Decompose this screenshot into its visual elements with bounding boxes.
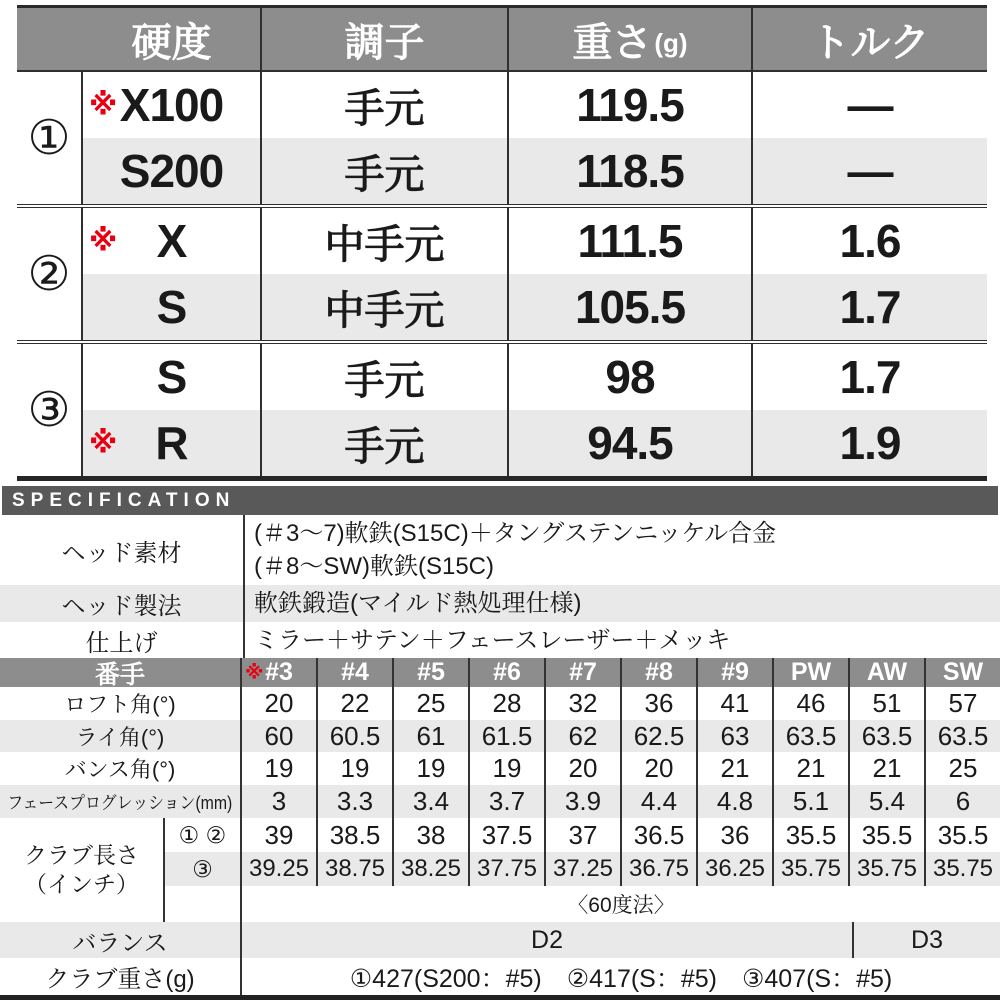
flex-cell: 手元 — [260, 72, 507, 138]
shaft-header-hardness — [83, 8, 260, 70]
club-number-header-cell: AW — [848, 658, 924, 687]
club-number-header-cell: #9 — [696, 658, 772, 687]
club-number-header-cell: #5 — [392, 658, 468, 687]
head-material-line2: (＃8～SW)軟鉄(S15C) — [254, 553, 495, 580]
face-progression-label: フェースプログレッション(mm) — [7, 792, 233, 813]
hardness-value: S — [156, 281, 187, 333]
torque-cell: 1.7 — [751, 274, 987, 340]
bounce-angle-value: 21 — [696, 752, 772, 785]
group-2-number: ② — [17, 208, 83, 340]
lie-angle-value: 60 — [240, 720, 316, 752]
balance-row — [0, 922, 1000, 958]
head-material-row — [0, 515, 1000, 585]
face-progression-value: 4.4 — [620, 785, 696, 818]
weight-cell: 119.5 — [507, 72, 751, 138]
loft-angle-value: 22 — [316, 687, 392, 720]
club-number-header-cell: #7 — [544, 658, 620, 687]
weight-cell: 118.5 — [507, 138, 751, 204]
lie-angle-value: 63 — [696, 720, 772, 752]
lie-angle-value: 61 — [392, 720, 468, 752]
club-length-value: 38.75 — [316, 852, 392, 886]
face-progression-value: 5.1 — [772, 785, 848, 818]
club-length-value: 37.25 — [544, 852, 620, 886]
asterisk-mark: ※ — [89, 427, 118, 460]
club-length-values-3 — [240, 852, 1000, 886]
hardness-cell — [83, 138, 260, 204]
lie-angle-value: 63.5 — [772, 720, 848, 752]
sixty-degree-note: 〈60度法〉 — [240, 886, 1000, 922]
loft-angle-row — [0, 687, 1000, 720]
torque-cell: 1.6 — [751, 208, 987, 274]
weight-cell: 111.5 — [507, 208, 751, 274]
face-progression-value: 3 — [240, 785, 316, 818]
bounce-angle-value: 25 — [924, 752, 1000, 785]
flex-cell: 中手元 — [260, 208, 507, 274]
hardness-cell — [83, 344, 260, 410]
bounce-angle-label: バンス角(°) — [64, 757, 176, 782]
group-3-number: ③ — [17, 344, 83, 476]
face-progression-value: 3.7 — [468, 785, 544, 818]
hardness-value: S — [156, 351, 187, 403]
club-length-row-1-2 — [165, 818, 1000, 852]
shaft-spec-table — [17, 5, 987, 481]
club-length-value: 36 — [696, 818, 772, 852]
club-number-header-label: 番手 — [94, 660, 145, 689]
hardness-value: S200 — [119, 145, 224, 197]
club-number-header-cell: #3 — [240, 658, 316, 687]
shaft-group-2 — [17, 204, 987, 340]
loft-angle-label: ロフト角(°) — [64, 692, 176, 717]
asterisk-mark: ※ — [245, 662, 264, 683]
club-length-value: 35.5 — [924, 818, 1000, 852]
club-length-value: 36.75 — [620, 852, 696, 886]
loft-angle-value: 46 — [772, 687, 848, 720]
club-number-header-cell: PW — [772, 658, 848, 687]
balance-d2-value: D2 — [240, 922, 852, 958]
face-progression-value: 5.4 — [848, 785, 924, 818]
hardness-cell — [83, 72, 260, 138]
club-length-block — [0, 818, 1000, 922]
torque-header-label: トルク — [810, 20, 930, 65]
shaft-group-1 — [17, 72, 987, 204]
bounce-angle-value: 19 — [240, 752, 316, 785]
specification-title-bar — [2, 486, 998, 515]
bounce-angle-value: 19 — [392, 752, 468, 785]
hardness-cell — [83, 274, 260, 340]
club-length-value: 39.25 — [240, 852, 316, 886]
group-1-number: ① — [17, 72, 83, 204]
club-length-value: 38.25 — [392, 852, 468, 886]
club-length-label-line2: （インチ） — [24, 871, 139, 897]
face-progression-value: 6 — [924, 785, 1000, 818]
torque-cell: — — [751, 72, 987, 138]
bounce-angle-value: 19 — [468, 752, 544, 785]
club-length-value: 37.75 — [468, 852, 544, 886]
lie-angle-label: ライ角(°) — [75, 724, 165, 750]
club-weight-value: ①427(S200：#5) ②417(S：#5) ③407(S：#5) — [240, 958, 1000, 995]
club-number-header-row — [0, 658, 1000, 687]
note-spacer — [165, 886, 240, 922]
face-progression-value: 3.4 — [392, 785, 468, 818]
finish-value: ミラー＋サテン＋フェースレーザー＋メッキ — [243, 622, 1000, 658]
lie-angle-value: 60.5 — [316, 720, 392, 752]
hardness-value: X — [156, 215, 187, 267]
balance-label: バランス — [72, 929, 168, 957]
balance-d3-value: D3 — [852, 922, 1000, 958]
club-length-note-row — [165, 886, 1000, 922]
lie-angle-value: 63.5 — [924, 720, 1000, 752]
bounce-angle-value: 20 — [620, 752, 696, 785]
weight-unit-label: (g) — [654, 27, 688, 58]
loft-angle-value: 32 — [544, 687, 620, 720]
club-number-header-cell: #6 — [468, 658, 544, 687]
weight-cell: 98 — [507, 344, 751, 410]
bounce-angle-value: 21 — [772, 752, 848, 785]
head-method-label: ヘッド製法 — [61, 593, 182, 620]
loft-angle-value: 36 — [620, 687, 696, 720]
face-progression-value: 4.8 — [696, 785, 772, 818]
club-length-value: 35.75 — [924, 852, 1000, 886]
club-number-header-cell: #8 — [620, 658, 696, 687]
specification-title: SPECIFICATION — [12, 489, 236, 511]
club-length-value: 35.5 — [772, 818, 848, 852]
loft-angle-value: 41 — [696, 687, 772, 720]
face-progression-value: 3.3 — [316, 785, 392, 818]
head-method-value: 軟鉄鍛造(マイルド熱処理仕様) — [243, 585, 1000, 622]
hardness-value: R — [155, 417, 188, 469]
hardness-cell — [83, 410, 260, 476]
torque-cell: 1.7 — [751, 344, 987, 410]
lie-angle-values — [240, 720, 1000, 752]
bottom-border-bar — [0, 995, 1000, 1000]
club-length-value: 35.75 — [772, 852, 848, 886]
torque-cell: 1.9 — [751, 410, 987, 476]
shaft-header-torque — [751, 8, 987, 70]
bounce-angle-value: 19 — [316, 752, 392, 785]
shaft-header-flex — [260, 8, 507, 70]
club-length-value: 38.5 — [316, 818, 392, 852]
club-number-header-cell: #4 — [316, 658, 392, 687]
face-progression-value: 3.9 — [544, 785, 620, 818]
club-length-label-line1: クラブ長さ — [24, 842, 139, 868]
loft-angle-value: 20 — [240, 687, 316, 720]
hardness-cell — [83, 208, 260, 274]
flex-cell: 手元 — [260, 344, 507, 410]
loft-angle-value: 25 — [392, 687, 468, 720]
lie-angle-row — [0, 720, 1000, 752]
bounce-angle-value: 20 — [544, 752, 620, 785]
club-length-value: 35.75 — [848, 852, 924, 886]
hardness-header-label: 硬度 — [131, 20, 212, 65]
head-material-line1: (＃3～7)軟鉄(S15C)＋タングステンニッケル合金 — [254, 520, 777, 547]
bounce-angle-value: 21 — [848, 752, 924, 785]
club-number-header-cells — [240, 658, 1000, 687]
loft-angle-value: 51 — [848, 687, 924, 720]
club-length-value: 38 — [392, 818, 468, 852]
club-weight-row — [0, 958, 1000, 995]
lie-angle-value: 61.5 — [468, 720, 544, 752]
weight-cell: 105.5 — [507, 274, 751, 340]
head-material-value — [243, 515, 1000, 585]
loft-angle-value: 28 — [468, 687, 544, 720]
club-number-header-cell: SW — [924, 658, 1000, 687]
loft-angle-values — [240, 687, 1000, 720]
shaft-group-3 — [17, 340, 987, 476]
club-length-value: 39 — [240, 818, 316, 852]
club-length-value: 37 — [544, 818, 620, 852]
club-length-row-3 — [165, 852, 1000, 886]
hardness-value: X100 — [119, 79, 224, 131]
bounce-angle-row — [0, 752, 1000, 785]
flex-cell: 中手元 — [260, 274, 507, 340]
loft-angle-value: 57 — [924, 687, 1000, 720]
shaft-table-header-row — [17, 8, 987, 72]
torque-cell: — — [751, 138, 987, 204]
bounce-angle-values — [240, 752, 1000, 785]
club-length-marker-3: ③ — [192, 855, 213, 882]
club-length-marker-1-2: ① ② — [178, 821, 227, 848]
club-length-value: 37.5 — [468, 818, 544, 852]
lie-angle-value: 62.5 — [620, 720, 696, 752]
finish-row — [0, 622, 1000, 658]
shaft-header-spacer-cell — [17, 8, 83, 70]
weight-cell: 94.5 — [507, 410, 751, 476]
club-length-value: 36.5 — [620, 818, 696, 852]
finish-label: 仕上げ — [85, 629, 158, 657]
shaft-header-weight — [507, 8, 751, 70]
flex-cell: 手元 — [260, 410, 507, 476]
asterisk-mark: ※ — [89, 225, 118, 258]
face-progression-row — [0, 785, 1000, 818]
club-length-value: 36.25 — [696, 852, 772, 886]
asterisk-mark: ※ — [89, 89, 118, 122]
weight-header-label: 重さ — [572, 20, 653, 65]
lie-angle-value: 63.5 — [848, 720, 924, 752]
lie-angle-value: 62 — [544, 720, 620, 752]
club-length-value: 35.5 — [848, 818, 924, 852]
head-material-label: ヘッド素材 — [61, 539, 182, 567]
club-weight-label: クラブ重さ(g) — [45, 966, 195, 993]
club-length-values-1-2 — [240, 818, 1000, 852]
face-progression-values — [240, 785, 1000, 818]
flex-header-label: 調子 — [344, 20, 425, 65]
club-length-label — [0, 818, 165, 922]
flex-cell: 手元 — [260, 138, 507, 204]
head-method-row — [0, 585, 1000, 622]
